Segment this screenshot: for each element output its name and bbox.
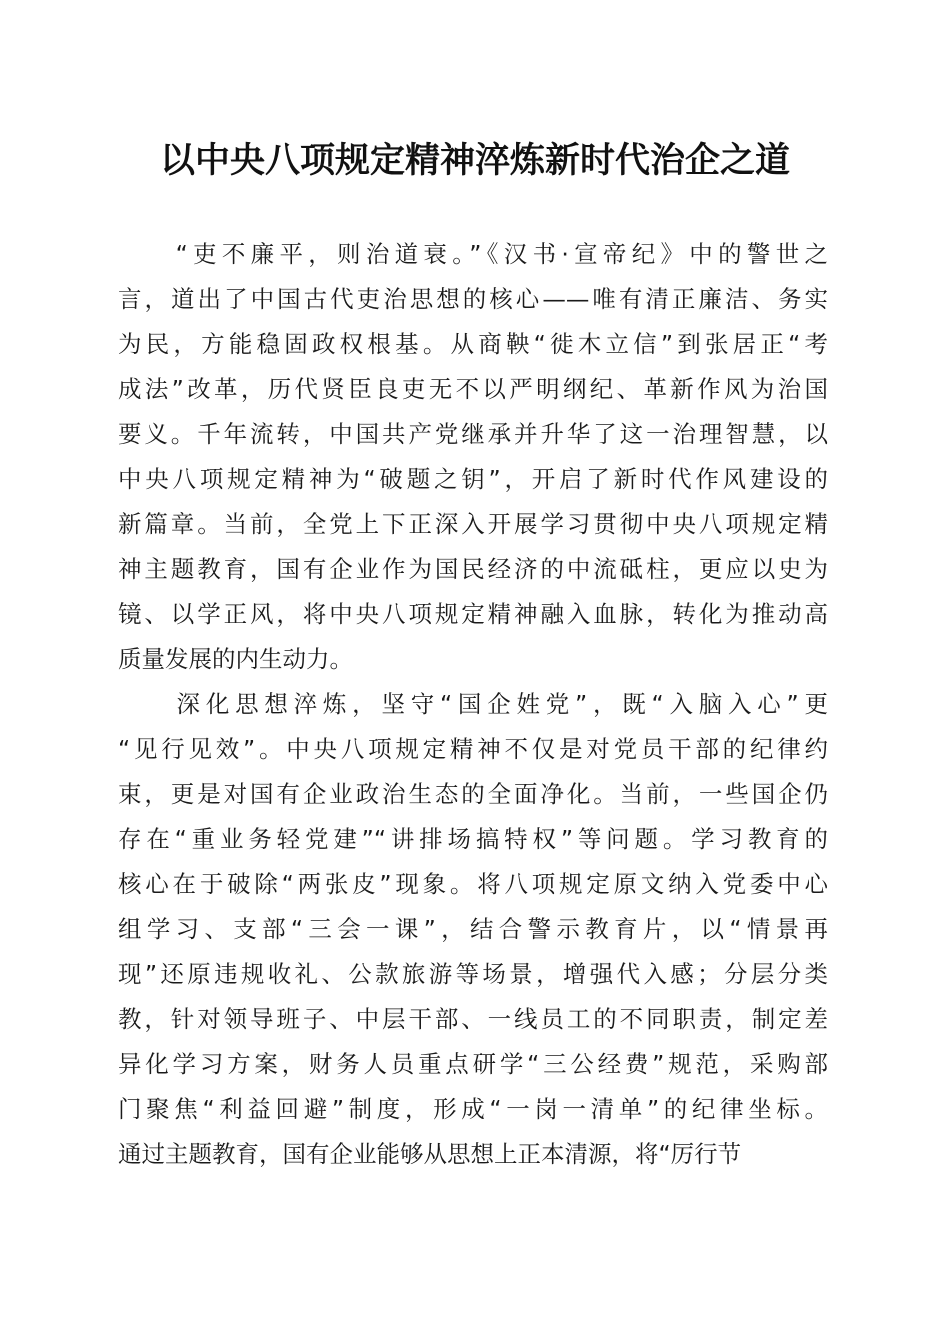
text-line: 深化思想淬炼，坚守“国企姓党”，既“入脑入心”更 [118, 690, 828, 718]
paragraph-1 [118, 232, 828, 682]
document-title: 以中央八项规定精神淬炼新时代治企之道 [159, 140, 790, 181]
text-line: 束，更是对国有企业政治生态的全面净化。当前，一些国企仍 [118, 780, 828, 808]
text-line: 神主题教育，国有企业作为国民经济的中流砥柱，更应以史为 [118, 555, 828, 583]
text-line: 要义。千年流转，中国共产党继承并升华了这一治理智慧，以 [118, 420, 828, 448]
text-line: 新篇章。当前，全党上下正深入开展学习贯彻中央八项规定精 [118, 510, 828, 538]
text-line: 组学习、支部“三会一课”，结合警示教育片，以“情景再 [118, 915, 828, 943]
text-line: 现”还原违规收礼、公款旅游等场景，增强代入感；分层分类 [118, 960, 828, 988]
text-line: 门聚焦“利益回避”制度，形成“一岗一清单”的纪律坐标。 [118, 1095, 828, 1123]
text-line: 异化学习方案，财务人员重点研学“三公经费”规范，采购部 [118, 1050, 828, 1078]
text-line: 质量发展的内生动力。 [118, 645, 353, 673]
text-line: 成法”改革，历代贤臣良吏无不以严明纲纪、革新作风为治国 [118, 375, 828, 403]
text-line: 通过主题教育，国有企业能够从思想上正本清源，将“厉行节 [118, 1140, 742, 1168]
text-line: 存在“重业务轻党建”“讲排场搞特权”等问题。学习教育的 [118, 825, 828, 853]
text-line: “见行见效”。中央八项规定精神不仅是对党员干部的纪律约 [118, 735, 828, 763]
paragraph-2 [118, 682, 828, 1177]
text-line: 中央八项规定精神为“破题之钥”，开启了新时代作风建设的 [118, 465, 828, 493]
text-line: 言，道出了中国古代吏治思想的核心——唯有清正廉洁、务实 [118, 285, 828, 313]
document-body [118, 232, 828, 1177]
text-line: 为民，方能稳固政权根基。从商鞅“徙木立信”到张居正“考 [118, 330, 828, 358]
text-line: 镜、以学正风，将中央八项规定精神融入血脉，转化为推动高 [118, 600, 828, 628]
text-line: 核心在于破除“两张皮”现象。将八项规定原文纳入党委中心 [118, 870, 828, 898]
text-line: 教，针对领导班子、中层干部、一线员工的不同职责，制定差 [118, 1005, 828, 1033]
text-line: “吏不廉平，则治道衰。”《汉书·宣帝纪》中的警世之 [118, 240, 828, 268]
